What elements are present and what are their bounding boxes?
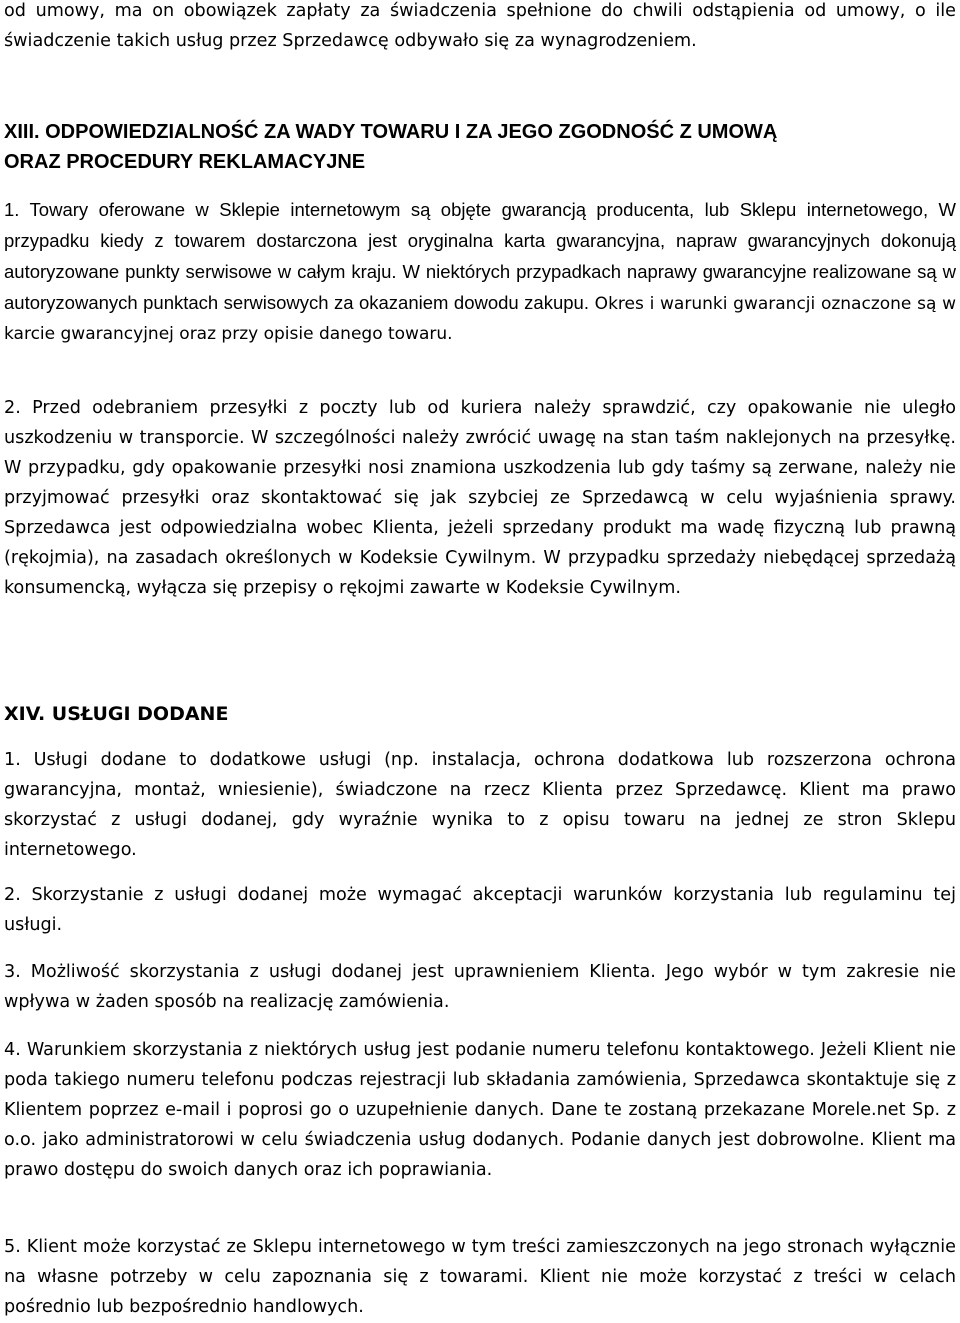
section-xiv-paragraph-5: 5. Klient może korzystać ze Sklepu internetowego w tym treści zamieszczonych na jego stronach wyłącznie na własne potrzeby w celu zapoznania się z towarami. Klient nie może korzystać z treści w celach pośrednio lub bezpośrednio handlowych. <box>4 1237 956 1317</box>
section-xiii-paragraph-1 <box>4 195 956 349</box>
section-xiv-heading: XIV. USŁUGI DODANE <box>4 703 229 725</box>
section-xiv-paragraph-2: 2. Skorzystanie z usługi dodanej może wymagać akceptacji warunków korzystania lub regulaminu tej usługi. <box>4 885 956 935</box>
section-xiv-paragraph-4: 4. Warunkiem skorzystania z niektórych usług jest podanie numeru telefonu kontaktowego. Jeżeli Klient nie poda takiego numeru telefonu podczas rejestracji lub składania zamówienia, Sprzedawca skontaktuje się z Klientem poprzez e-mail i poprosi go o uzupełnienie danych. Dane te zostaną przekazane Morele.net Sp. z o.o. jako administratorowi w celu świadczenia usług dodanych. Podanie danych jest dobrowolne. Klient ma prawo dostępu do swoich danych oraz ich poprawiania. <box>4 1040 956 1180</box>
section-xiv-paragraph-3: 3. Możliwość skorzystania z usługi dodanej jest uprawnieniem Klienta. Jego wybór w tym zakresie nie wpływa w żaden sposób na realizację zamówienia. <box>4 962 956 1012</box>
section-xiii-paragraph-1-part2: Okres i warunki gwarancji oznaczone są w karcie gwarancyjnej oraz przy opisie danego towaru. <box>4 294 956 344</box>
section-xiii-paragraph-2: 2. Przed odebraniem przesyłki z poczty lub od kuriera należy sprawdzić, czy opakowanie nie uległo uszkodzeniu w transporcie. W szczególności należy zwrócić uwagę na stan taśm naklejonych na przesyłkę. W przypadku, gdy opakowanie przesyłki nosi znamiona uszkodzenia lub gdy taśmy są zerwane, należy nie przyjmować przesyłki oraz skontaktować się jak szybciej ze Sprzedawcą w celu wyjaśnienia sprawy. Sprzedawca jest odpowiedzialna wobec Klienta, jeżeli sprzedany produkt ma wadę fizyczną lub prawną (rękojmia), na zasadach określonych w Kodeksie Cywilnym. W przypadku sprzedaży niebędącej sprzedażą konsumencką, wyłącza się przepisy o rękojmi zawarte w Kodeksie Cywilnym. <box>4 398 956 598</box>
section-xiv-paragraph-1: 1. Usługi dodane to dodatkowe usługi (np. instalacja, ochrona dodatkowa lub rozszerzona ochrona gwarancyjna, montaż, wniesienie), świadczone na rzecz Klienta przez Sprzedawcę. Klient ma prawo skorzystać z usługi dodanej, gdy wyraźnie wynika to z opisu towaru na jednej ze stron Sklepu internetowego. <box>4 750 956 860</box>
section-xiii-paragraph-1-part1: 1. Towary oferowane w Sklepie internetowym są objęte gwarancją producenta, lub Sklepu internetowego, W przypadku kiedy z towarem dostarczona jest oryginalna karta gwarancyjna, napraw gwarancyjnych dokonują autoryzowane punkty serwisowe w całym kraju. W niektórych przypadkach naprawy gwarancyjne realizowane są w autoryzowanych punktach serwisowych za okazaniem dowodu zakupu. <box>4 199 956 313</box>
section-xiii-heading-line2: ORAZ PROCEDURY REKLAMACYJNE <box>4 151 366 173</box>
intro-paragraph: od umowy, ma on obowiązek zapłaty za świadczenia spełnione do chwili odstąpienia od umowy, o ile świadczenie takich usług przez Sprzedawcę odbywało się za wynagrodzeniem. <box>4 1 956 51</box>
section-xiii-heading-line1: XIII. ODPOWIEDZIALNOŚĆ ZA WADY TOWARU I ZA JEGO ZGODNOŚĆ Z UMOWĄ <box>4 121 778 143</box>
section-xiii-heading <box>4 117 956 177</box>
